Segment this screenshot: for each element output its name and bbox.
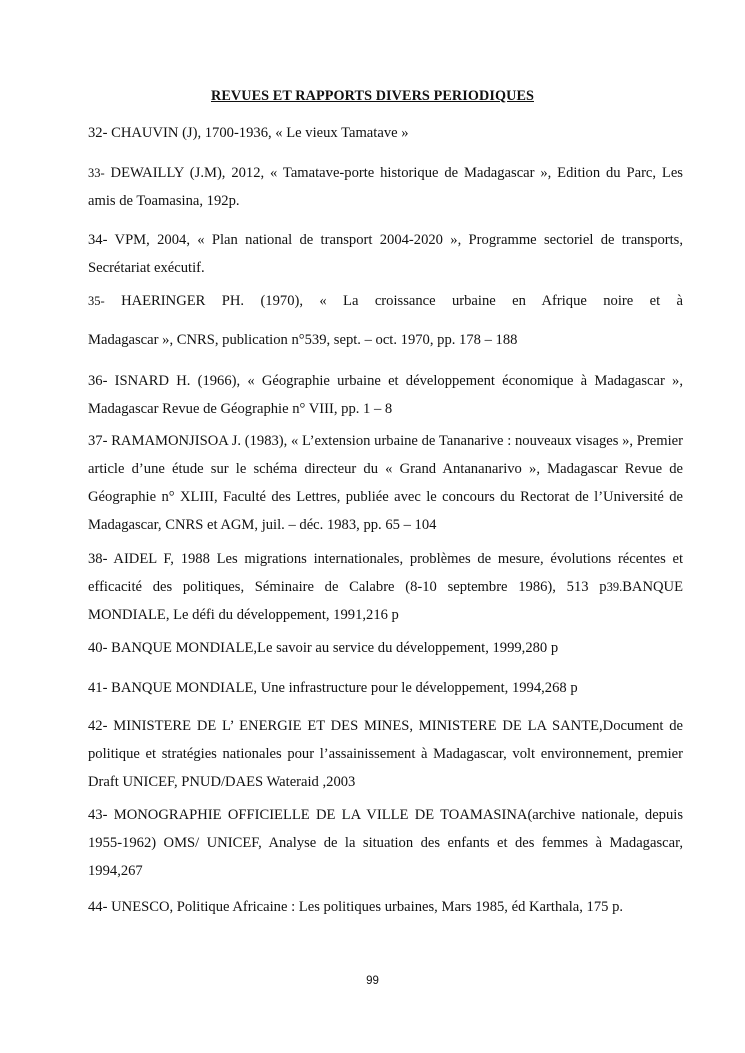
reference-number: 37-: [88, 433, 108, 449]
reference-40: [88, 634, 683, 662]
reference-44: [88, 893, 683, 921]
reference-text: Madagascar », CNRS, publication n°539, sept. – oct. 1970, pp. 178 – 188: [88, 332, 518, 348]
reference-number: 34-: [88, 232, 108, 248]
reference-number: 39.: [606, 580, 623, 594]
reference-number: 40-: [88, 640, 108, 656]
reference-number: 44-: [88, 899, 108, 915]
reference-text: BANQUE MONDIALE, Une infrastructure pour le développement, 1994,268 p: [111, 680, 578, 696]
reference-36: [88, 367, 683, 423]
reference-35: [88, 287, 683, 315]
reference-number: 42-: [88, 718, 108, 734]
reference-text: MINISTERE DE L’ ENERGIE ET DES MINES, MINISTERE DE LA SANTE,Document de politique et stratégies nationales pour l’assainissement à Madagascar, volt environnement, premier Draft UNICEF, PNUD/DAES Wateraid ,2003: [88, 718, 683, 790]
reference-42: [88, 712, 683, 796]
reference-38: [88, 545, 683, 629]
reference-number: 32-: [88, 125, 108, 141]
reference-text: AIDEL F, 1988 Les migrations internationales, problèmes de mesure, évolutions récentes et efficacité des politiques, Séminaire de Calabre (8-10 septembre 1986), 513 p: [88, 551, 684, 595]
reference-number: 41-: [88, 680, 108, 696]
reference-34: [88, 226, 683, 282]
reference-text: CHAUVIN (J), 1700-1936, « Le vieux Tamatave »: [111, 125, 409, 141]
reference-text: BANQUE MONDIALE, Le défi du développement, 1991,216 p: [88, 579, 683, 623]
reference-number: 38-: [88, 551, 108, 567]
section-heading: REVUES ET RAPPORTS DIVERS PERIODIQUES: [210, 88, 534, 104]
reference-text: UNESCO, Politique Africaine : Les politiques urbaines, Mars 1985, éd Karthala, 175 p.: [111, 899, 624, 915]
reference-text: BANQUE MONDIALE,Le savoir au service du développement, 1999,280 p: [111, 640, 559, 656]
reference-41: [88, 674, 683, 702]
reference-37: [88, 427, 683, 539]
reference-number: 43-: [88, 807, 108, 823]
page-number: 99: [366, 975, 379, 987]
reference-text: RAMAMONJISOA J. (1983), « L’extension urbaine de Tananarive : nouveaux visages », Premier article d’une étude sur le schéma directeur du « Grand Antananarivo », Madagascar Revue de Géographie n° XLIII, Faculté des Lettres, publiée avec le concours du Rectorat de l’Université de Madagascar, CNRS et AGM, juil. – déc. 1983, pp. 65 – 104: [88, 433, 683, 533]
reference-32: [88, 119, 683, 147]
reference-number: 35-: [88, 294, 105, 308]
reference-text: MONOGRAPHIE OFFICIELLE DE LA VILLE DE TOAMASINA(archive nationale, depuis 1955-1962) OMS/ UNICEF, Analyse de la situation des enfants et des femmes à Madagascar, 1994,267: [88, 807, 683, 879]
reference-43: [88, 801, 683, 885]
reference-35-continuation: [88, 326, 683, 354]
reference-33: [88, 159, 683, 215]
reference-number: 33-: [88, 166, 105, 180]
reference-number: 36-: [88, 373, 108, 389]
reference-text: DEWAILLY (J.M), 2012, « Tamatave-porte historique de Madagascar », Edition du Parc, Les amis de Toamasina, 192p.: [88, 165, 683, 209]
reference-text: HAERINGER PH. (1970), « La croissance urbaine en Afrique noire et à: [121, 293, 683, 309]
reference-text: ISNARD H. (1966), « Géographie urbaine et développement économique à Madagascar », Madagascar Revue de Géographie n° VIII, pp. 1 – 8: [88, 373, 683, 417]
reference-text: VPM, 2004, « Plan national de transport 2004-2020 », Programme sectoriel de transports, Secrétariat exécutif.: [88, 232, 683, 276]
